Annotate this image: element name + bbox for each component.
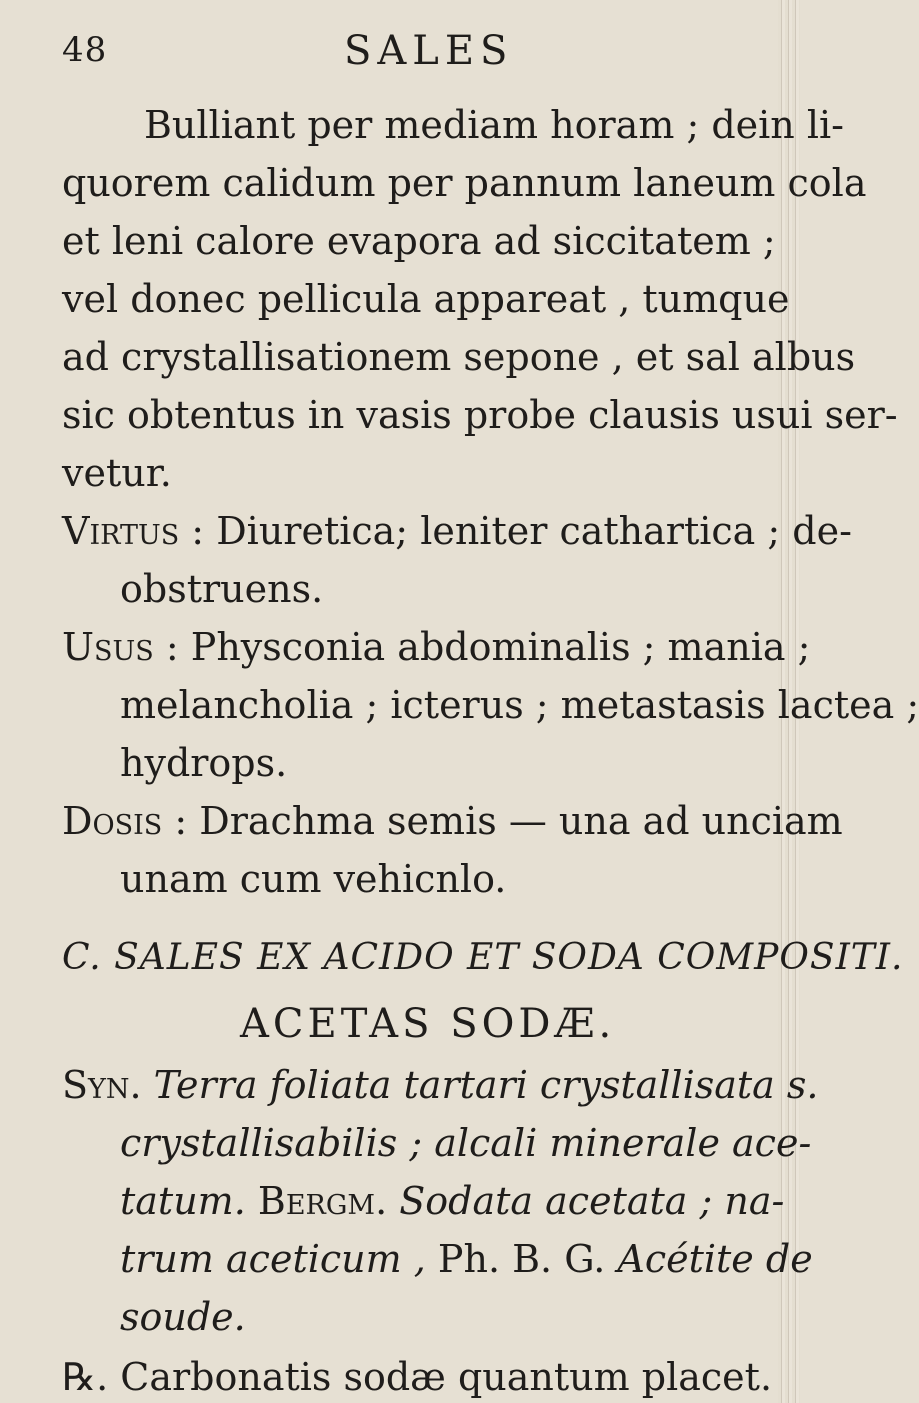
running-head: SALES	[344, 28, 514, 74]
synonyms-author-1: Bergm.	[257, 1179, 388, 1223]
page-header	[62, 28, 662, 78]
synonyms-line-4	[120, 1237, 813, 1281]
dosis-continuation: unam cum vehicnlo.	[120, 857, 507, 901]
recipe-symbol: ℞.	[62, 1355, 109, 1399]
virtus-continuation: obstruens.	[120, 567, 324, 611]
usus-continuation-2: hydrops.	[120, 741, 288, 785]
virtus-line	[62, 509, 852, 553]
synonyms-author-2: Ph. B. G.	[437, 1237, 606, 1281]
text-line-5: ad crystallisationem sepone , et sal albus	[62, 335, 856, 379]
text-line-4: vel donec pellicula appareat , tumque	[62, 277, 790, 321]
recipe-line	[62, 1355, 773, 1399]
synonyms-text-1: Terra foliata tartari crystallisata s.	[153, 1063, 819, 1107]
synonyms-line-2: crystallisabilis ; alcali minerale ace-	[120, 1121, 812, 1165]
text-line-2: quorem calidum per pannum laneum cola	[62, 161, 867, 205]
text-line-6: sic obtentus in vasis probe clausis usui ser-	[62, 393, 898, 437]
recipe-text: Carbonatis sodæ quantum placet.	[120, 1355, 773, 1399]
synonyms-text-4a: trum aceticum ,	[120, 1237, 426, 1281]
dosis-label: Dosis :	[62, 799, 188, 843]
dosis-line	[62, 799, 843, 843]
synonyms-text-3a: tatum.	[120, 1179, 246, 1223]
page-number: 48	[62, 30, 108, 70]
usus-continuation-1: melancholia ; icterus ; metastasis lactea ;	[120, 683, 919, 727]
synonyms-line-5: soude.	[120, 1295, 246, 1339]
synonyms-line-3	[120, 1179, 785, 1223]
text-line-1: Bulliant per mediam horam ; dein li-	[144, 103, 844, 147]
usus-label: Usus :	[62, 625, 179, 669]
synonyms-text-4b: Acétite de	[617, 1237, 813, 1281]
dosis-text: Drachma semis — una ad unciam	[199, 799, 843, 843]
virtus-label: Virtus :	[62, 509, 205, 553]
section-heading: C. SALES EX ACIDO ET SODA COMPOSITI.	[62, 937, 904, 978]
text-line-3: et leni calore evapora ad siccitatem ;	[62, 219, 776, 263]
synonyms-line-1	[62, 1063, 819, 1107]
section-subheading: ACETAS SODÆ.	[240, 1001, 616, 1047]
synonyms-label: Syn.	[62, 1063, 142, 1107]
synonyms-text-3b: Sodata acetata ; na-	[399, 1179, 785, 1223]
virtus-text: Diuretica; leniter cathartica ; de-	[216, 509, 852, 553]
text-line-7: vetur.	[62, 451, 172, 495]
usus-text: Physconia abdominalis ; mania ;	[190, 625, 811, 669]
usus-line	[62, 625, 811, 669]
